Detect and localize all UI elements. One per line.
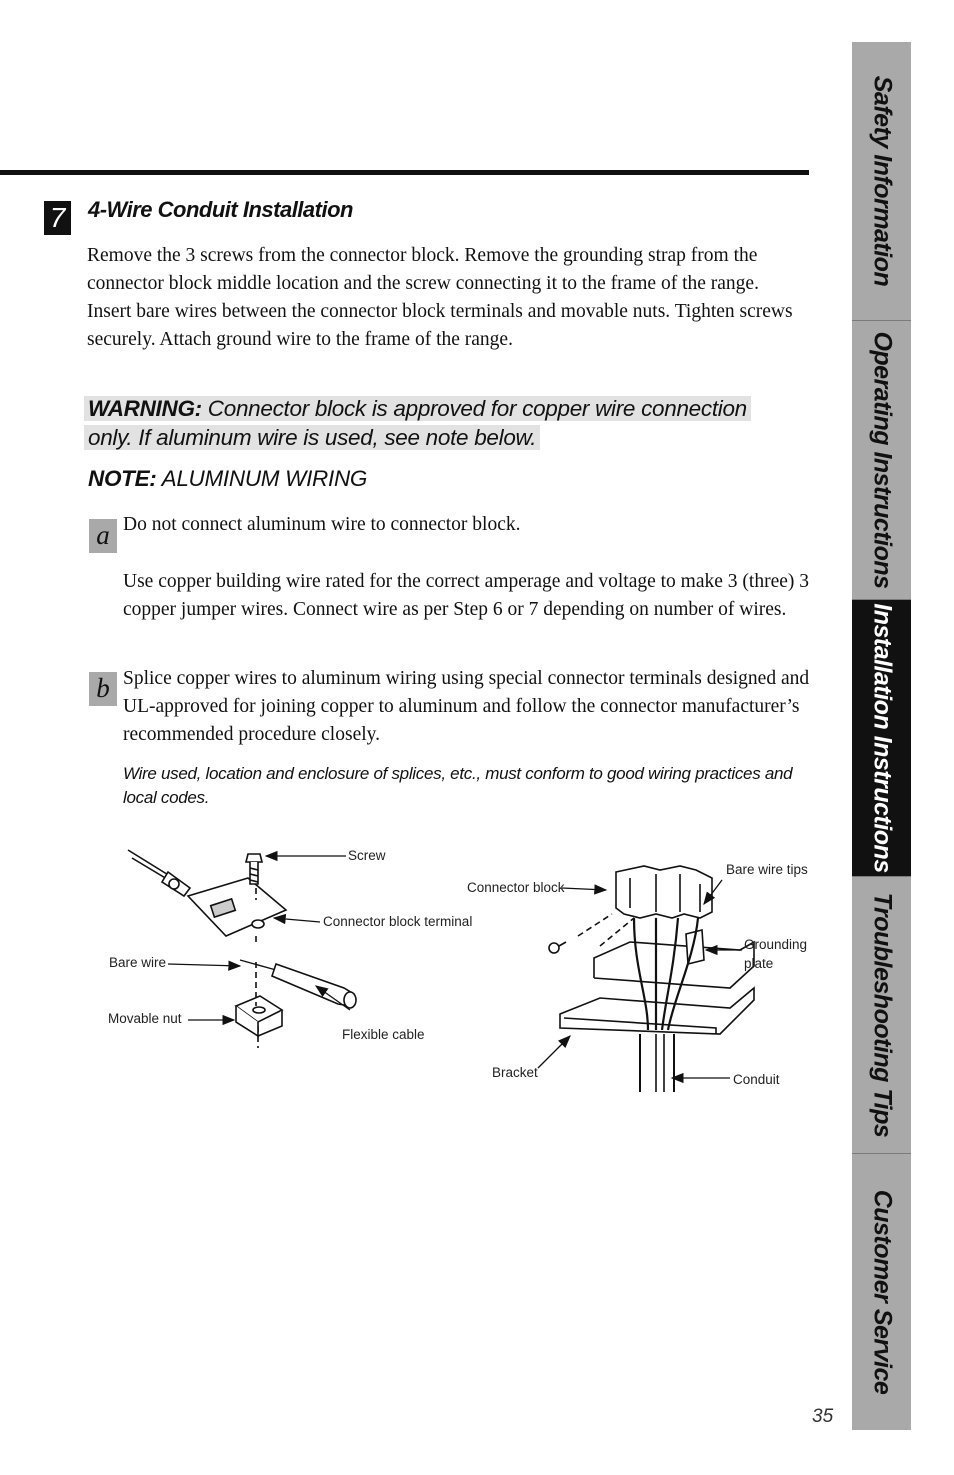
label-bare-wire-tips: Bare wire tips [726, 862, 808, 877]
page-number: 35 [812, 1406, 834, 1427]
label-bracket: Bracket [492, 1065, 538, 1080]
top-rule [0, 170, 809, 175]
tab-customer-service[interactable] [852, 1154, 911, 1430]
label-connector-block-terminal: Connector block terminal [323, 914, 473, 929]
tab-safety-information[interactable] [852, 42, 911, 321]
wiring-diagram [100, 838, 812, 1100]
tab-label: Installation Instructions [868, 603, 896, 873]
tab-label: Safety Information [868, 75, 896, 287]
warning-line-2: only. If aluminum wire is used, see note below. [84, 425, 540, 450]
conduit-bracket-illustration [549, 866, 754, 1092]
tab-label: Customer Service [868, 1189, 896, 1395]
note-label: NOTE: [88, 466, 157, 491]
label-plate: plate [744, 956, 774, 971]
label-screw: Screw [348, 848, 386, 863]
tab-troubleshooting-tips[interactable] [852, 877, 911, 1154]
item-b-text: Splice copper wires to aluminum wiring using special connector terminals designed and UL-approved for joining copper to aluminum and follow the connector manufacturer’s recommended procedure closely. [123, 668, 810, 745]
section-heading: 4-Wire Conduit Installation [88, 197, 353, 222]
warning-callout [84, 394, 784, 452]
tab-label: Operating Instructions [868, 331, 896, 589]
tab-label: Troubleshooting Tips [868, 892, 896, 1138]
label-conduit: Conduit [733, 1072, 780, 1087]
label-connector-block: Connector block [467, 880, 565, 895]
step-number-badge: 7 [44, 201, 71, 235]
tab-installation-instructions[interactable] [852, 600, 911, 877]
warning-line-1 [84, 396, 751, 421]
step-instructions: Remove the 3 screws from the connector block. Remove the grounding strap from the connector block middle location and the screw connecting it to the frame of the range. Insert bare wires between the connector block terminals and movable nuts. Tighten screws securely. Attach ground wire to the frame of the range. [87, 245, 793, 350]
item-a-text-2: Use copper building wire rated for the correct amperage and voltage to make 3 (three) 3 copper jumper wires. Connect wire as per Step 6 or 7 depending on number of wires. [123, 571, 809, 620]
item-a-text-1: Do not connect aluminum wire to connector block. [123, 514, 521, 535]
item-a-badge: a [89, 519, 117, 553]
item-b-badge: b [89, 672, 117, 706]
warning-label: WARNING: [88, 396, 202, 421]
label-flexible-cable: Flexible cable [342, 1027, 425, 1042]
warning-text-1: Connector block is approved for copper wire connection [201, 396, 747, 421]
tab-operating-instructions[interactable] [852, 321, 911, 600]
note-heading [88, 466, 367, 492]
wiring-codes-note: Wire used, location and enclosure of splices, etc., must conform to good wiring practices and local codes. [123, 764, 793, 807]
label-grounding: Grounding [744, 937, 808, 952]
label-bare-wire: Bare wire [109, 955, 167, 970]
label-movable-nut: Movable nut [108, 1011, 182, 1026]
note-text: ALUMINUM WIRING [156, 466, 368, 491]
